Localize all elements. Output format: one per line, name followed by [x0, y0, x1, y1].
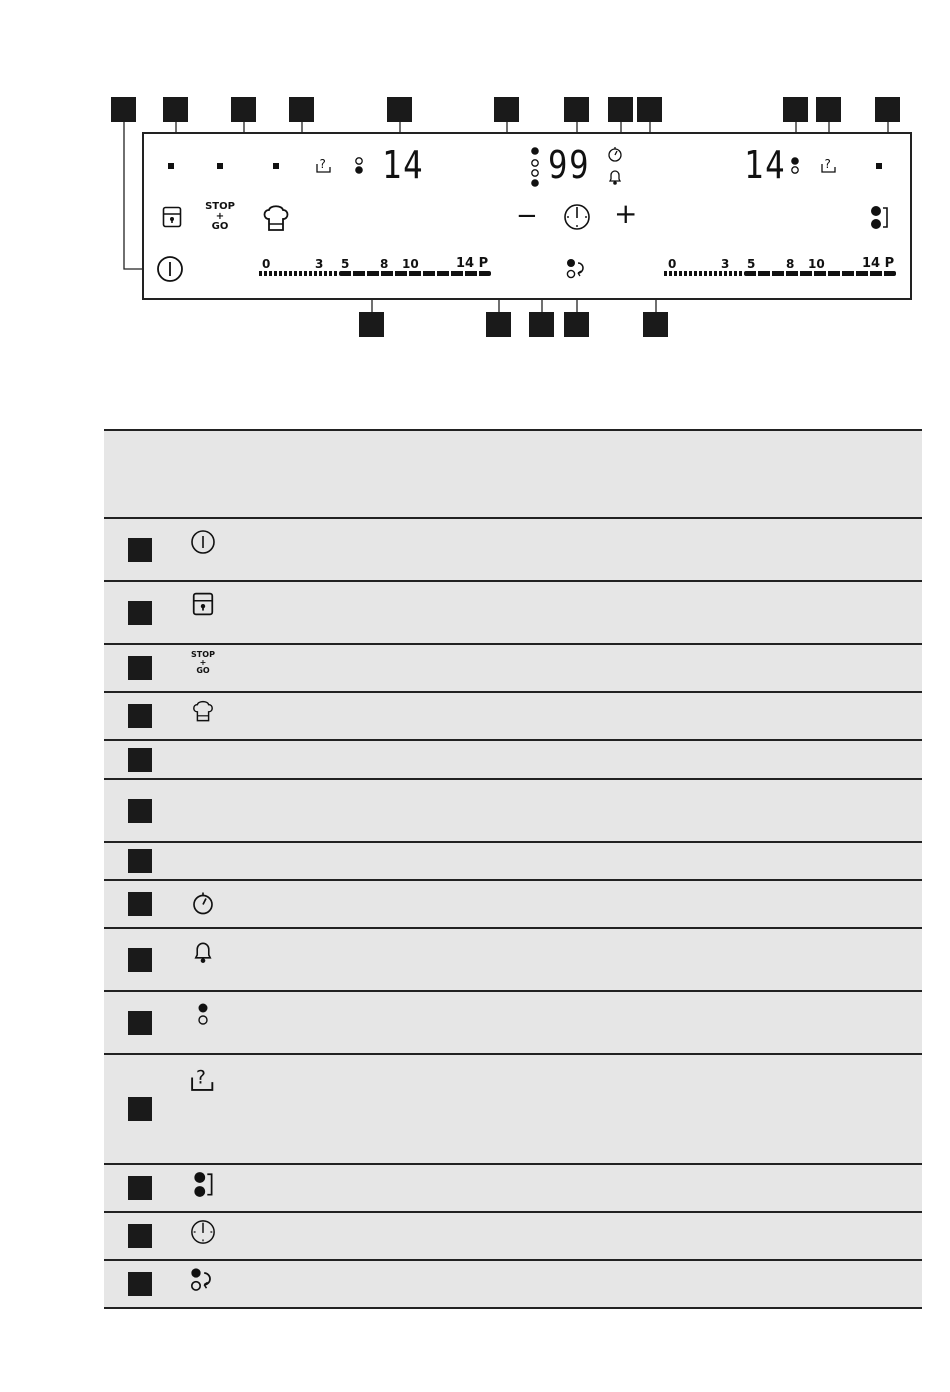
legend-row-8 — [104, 880, 922, 928]
legend-callout — [128, 1272, 152, 1296]
legend-row-5 — [104, 740, 922, 779]
stop-go-icon — [178, 651, 228, 675]
scale-left-0: 0 — [262, 257, 271, 271]
scale-left-10: 10 — [402, 257, 419, 271]
legend-header-row — [104, 430, 922, 518]
legend-row-3 — [104, 644, 922, 692]
stop-label: STOP — [191, 650, 215, 659]
power-icon[interactable] — [156, 255, 184, 287]
legend-row-4 — [104, 692, 922, 740]
power-slider-left-bar[interactable] — [339, 271, 491, 276]
bell-icon — [607, 168, 623, 190]
scale-left-5: 5 — [341, 257, 350, 271]
legend-table — [104, 429, 922, 1309]
svg-text:?: ? — [824, 157, 831, 171]
legend-callout — [128, 799, 152, 823]
scale-right-5: 5 — [747, 257, 756, 271]
pause-icon[interactable] — [565, 258, 589, 284]
power-slider-left-dots[interactable] — [259, 271, 339, 276]
zone-indicator-1 — [168, 163, 174, 169]
timer-icon — [190, 1219, 216, 1245]
legend-row-9 — [104, 928, 922, 991]
legend-header — [104, 430, 922, 518]
zone-indicator-right — [876, 163, 882, 169]
zone-indicator-2 — [217, 163, 223, 169]
scale-right-8: 8 — [786, 257, 795, 271]
scale-left-14p: 14 P — [456, 256, 489, 271]
legend-callout — [128, 849, 152, 873]
legend-row-10 — [104, 991, 922, 1054]
power-slider-right-dots[interactable] — [664, 271, 744, 276]
stopwatch-icon — [607, 146, 623, 166]
svg-text:?: ? — [196, 1067, 206, 1089]
hob-to-hood-icon[interactable] — [316, 156, 332, 178]
scale-right-3: 3 — [721, 257, 730, 271]
legend-row-1 — [104, 518, 922, 581]
power-slider-right-bar[interactable] — [744, 271, 896, 276]
timer-plus-button[interactable]: + — [614, 197, 638, 230]
bell-icon — [191, 939, 215, 965]
legend-row-12 — [104, 1164, 922, 1212]
scale-left-8: 8 — [380, 257, 389, 271]
legend-row-11 — [104, 1054, 922, 1164]
stopwatch-icon — [191, 891, 215, 915]
legend-callout — [128, 948, 152, 972]
display-timer: 99 — [548, 143, 591, 187]
pause-icon — [189, 1267, 217, 1293]
lock-icon[interactable] — [162, 206, 182, 232]
legend-row-2 — [104, 581, 922, 644]
zone-dot-indicator — [354, 156, 364, 180]
svg-text:?: ? — [319, 157, 326, 171]
legend-callout — [128, 656, 152, 680]
timer-icon[interactable] — [563, 203, 591, 235]
zone-indicator-icon — [196, 1002, 210, 1028]
power-icon — [190, 529, 216, 555]
legend-callout — [128, 538, 152, 562]
chef-hat-icon[interactable] — [261, 203, 291, 237]
plus-label: + — [199, 658, 207, 667]
stop-label: STOP — [205, 201, 235, 212]
go-label: GO — [211, 221, 229, 232]
hob-to-hood-icon — [190, 1065, 216, 1093]
go-label: GO — [196, 666, 210, 675]
legend-callout — [128, 1011, 152, 1035]
zone-indicator-icon — [529, 146, 541, 192]
hob-to-hood-icon-right[interactable] — [821, 156, 837, 178]
chef-hat-icon — [191, 699, 215, 723]
bridge-icon — [192, 1171, 214, 1199]
timer-minus-button[interactable]: − — [516, 201, 538, 231]
plus-label: + — [215, 211, 225, 222]
lock-icon — [192, 592, 214, 616]
bridge-icon[interactable] — [869, 205, 889, 235]
legend-callout — [128, 748, 152, 772]
scale-left-3: 3 — [315, 257, 324, 271]
display-left: 14 — [382, 143, 425, 187]
scale-right-14p: 14 P — [862, 256, 895, 271]
legend-row-14 — [104, 1260, 922, 1308]
scale-right-10: 10 — [808, 257, 825, 271]
legend-row-13 — [104, 1212, 922, 1260]
stop-go-icon[interactable] — [200, 202, 240, 232]
legend-callout — [128, 704, 152, 728]
legend-callout — [128, 1097, 152, 1121]
legend-callout — [128, 1224, 152, 1248]
legend-callout — [128, 1176, 152, 1200]
zone-indicator-3 — [273, 163, 279, 169]
scale-right-0: 0 — [668, 257, 677, 271]
legend-callout — [128, 892, 152, 916]
display-right: 14 — [744, 143, 787, 187]
zone-dot-indicator-right — [790, 156, 800, 180]
legend-callout — [128, 601, 152, 625]
legend-row-6 — [104, 779, 922, 842]
legend-row-7 — [104, 842, 922, 880]
